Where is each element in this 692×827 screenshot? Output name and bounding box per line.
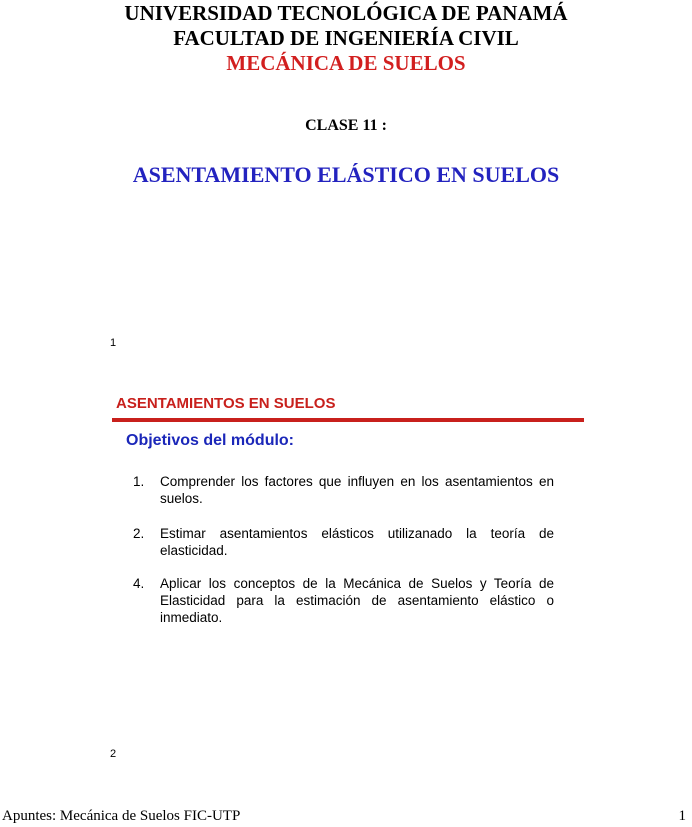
objective-text: Estimar asentamientos elásticos utilizanado la teoría de elasticidad. xyxy=(160,526,554,558)
title-underline-divider xyxy=(112,418,584,422)
slide2-title: ASENTAMIENTOS EN SUELOS xyxy=(116,395,336,412)
course-name: MECÁNICA DE SUELOS xyxy=(226,51,466,75)
footer-notes-label: Apuntes: Mecánica de Suelos FIC-UTP xyxy=(2,808,241,824)
objective-item xyxy=(133,525,554,559)
objective-text: Comprender los factores que influyen en los asentamientos en suelos. xyxy=(160,474,554,506)
university-name: UNIVERSIDAD TECNOLÓGICA DE PANAMÁ xyxy=(124,1,568,25)
objective-item xyxy=(133,473,554,507)
footer-page-number: 1 xyxy=(678,808,686,824)
class-label: CLASE 11 : xyxy=(305,117,387,134)
slide1-page-number: 1 xyxy=(110,337,117,349)
objective-text: Aplicar los conceptos de la Mecánica de Suelos y Teoría de Elasticidad para la estimación de asentamiento elástico o inmediato. xyxy=(160,576,554,625)
slide2-page-number: 2 xyxy=(110,748,117,760)
objective-number: 2. xyxy=(133,526,145,541)
objective-number: 4. xyxy=(133,576,145,591)
slide1-title: ASENTAMIENTO ELÁSTICO EN SUELOS xyxy=(132,162,560,187)
faculty-name: FACULTAD DE INGENIERÍA CIVIL xyxy=(173,26,519,50)
objective-item xyxy=(133,575,554,626)
objective-number: 1. xyxy=(133,474,145,489)
objectives-heading: Objetivos del módulo: xyxy=(126,432,295,449)
